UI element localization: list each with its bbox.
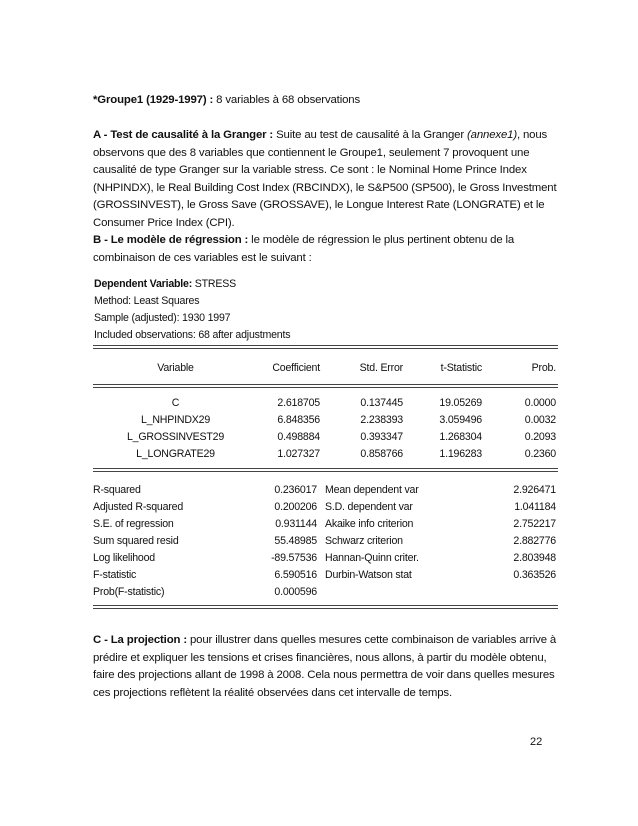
section-b-paragraph xyxy=(93,232,563,267)
dependent-variable-value: STRESS xyxy=(192,278,236,290)
cell-coefficient: 2.618705 xyxy=(277,397,320,409)
stat-value: 1.041184 xyxy=(514,501,556,513)
stat-value: 2.752217 xyxy=(513,518,556,530)
annex-reference: (annexe1) xyxy=(467,129,517,141)
stat-label: Mean dependent var xyxy=(325,484,419,496)
cell-std-error: 0.137445 xyxy=(360,397,403,409)
header-t-statistic: t-Statistic xyxy=(440,362,482,374)
cell-variable: L_LONGRATE29 xyxy=(136,448,215,460)
dependent-variable-line xyxy=(94,276,236,293)
coefficients-bottom-rule xyxy=(93,468,558,472)
cell-t-statistic: 1.268304 xyxy=(439,431,482,443)
table-row xyxy=(93,395,558,412)
stats-row xyxy=(93,584,558,601)
stat-value: 2.882776 xyxy=(513,535,556,547)
section-a-text1: Suite au test de causalité à la Granger xyxy=(273,129,468,141)
stat-value: 6.590516 xyxy=(274,569,317,581)
table-bottom-rule xyxy=(93,605,558,609)
table-top-rule xyxy=(93,345,558,349)
cell-t-statistic: 19.05269 xyxy=(439,397,482,409)
header-bottom-rule xyxy=(93,384,558,388)
stat-label: Adjusted R-squared xyxy=(93,501,184,513)
stat-value: -89.57536 xyxy=(271,552,317,564)
stat-label: R-squared xyxy=(93,484,141,496)
stats-row xyxy=(93,516,558,533)
stat-label: S.D. dependent var xyxy=(325,501,413,513)
section-b-text: le modèle de régression le plus pertinent obtenu de la combinaison de ces variables est le suivant : xyxy=(93,234,515,264)
sample-line: Sample (adjusted): 1930 1997 xyxy=(94,312,231,324)
stat-value: 0.363526 xyxy=(513,569,556,581)
stat-value: 0.000596 xyxy=(274,586,317,598)
header-prob: Prob. xyxy=(531,362,556,374)
stat-value: 2.926471 xyxy=(513,484,556,496)
cell-variable: C xyxy=(171,397,180,409)
groupe-paragraph xyxy=(93,92,563,110)
dependent-variable-label: Dependent Variable: xyxy=(94,278,193,290)
stat-label: Prob(F-statistic) xyxy=(93,586,165,598)
method-line: Method: Least Squares xyxy=(94,295,200,307)
stat-label: Schwarz criterion xyxy=(325,535,403,547)
stat-value: 0.236017 xyxy=(274,484,317,496)
cell-prob: 0.0000 xyxy=(524,397,556,409)
table-row xyxy=(93,446,558,463)
stat-label: F-statistic xyxy=(93,569,137,581)
section-a-heading: A - Test de causalité à la Granger : xyxy=(93,129,274,141)
stat-label: Log likelihood xyxy=(93,552,155,564)
groupe-heading: *Groupe1 (1929-1997) : xyxy=(93,94,214,106)
stat-value: 0.931144 xyxy=(275,518,317,530)
stats-row xyxy=(93,499,558,516)
cell-std-error: 0.858766 xyxy=(360,448,403,460)
header-coefficient: Coefficient xyxy=(272,362,320,374)
cell-coefficient: 1.027327 xyxy=(277,448,320,460)
stat-label: S.E. of regression xyxy=(93,518,174,530)
cell-coefficient: 6.848356 xyxy=(277,414,320,426)
table-header-row xyxy=(93,360,558,377)
cell-std-error: 2.238393 xyxy=(360,414,403,426)
cell-t-statistic: 3.059496 xyxy=(439,414,482,426)
stat-value: 55.48985 xyxy=(274,535,317,547)
section-b-heading: B - Le modèle de régression : xyxy=(93,234,249,246)
section-a-paragraph xyxy=(93,127,563,233)
table-row xyxy=(93,412,558,429)
cell-std-error: 0.393347 xyxy=(360,431,403,443)
cell-prob: 0.2093 xyxy=(524,431,556,443)
groupe-text: 8 variables à 68 observations xyxy=(213,94,360,106)
cell-t-statistic: 1.196283 xyxy=(439,448,482,460)
section-a-text2: , nous observons que des 8 variables que contiennent le Groupe1, seulement 7 provoquent une causalité de type Granger sur la variable stress. Ce sont : le Nominal Home Prince Index (NHPINDX), le Real Building Cost Index (RBCINDX), le S&P500 (SP500), le Gross Investment (GROSSINVEST), le Gross Save (GROSSAVE), le Longue Interest Rate (LONGRATE) et le Consumer Price Index (CPI). xyxy=(93,129,557,229)
cell-prob: 0.0032 xyxy=(524,414,556,426)
stat-label: Durbin-Watson stat xyxy=(325,569,412,581)
included-observations-line: Included observations: 68 after adjustments xyxy=(94,329,291,341)
table-row xyxy=(93,429,558,446)
section-c-paragraph xyxy=(93,632,563,702)
cell-variable: L_GROSSINVEST29 xyxy=(126,431,225,443)
stat-label: Akaike info criterion xyxy=(325,518,414,530)
header-std-error: Std. Error xyxy=(359,362,403,374)
stats-row xyxy=(93,550,558,567)
stat-label: Hannan-Quinn criter. xyxy=(325,552,419,564)
stats-row xyxy=(93,482,558,499)
section-c-text: pour illustrer dans quelles mesures cette combinaison de variables arrive à prédire et expliquer les tensions et crises financières, nous allons, à partir du modèle obtenu, faire des projections allant de 1998 à 2008. Cela nous permettra de voir dans quelles mesures ces projections reflètent la réalité observées dans cet intervalle de temps. xyxy=(93,634,557,699)
stat-value: 0.200206 xyxy=(274,501,317,513)
stats-row xyxy=(93,533,558,550)
cell-coefficient: 0.498884 xyxy=(277,431,320,443)
page-number: 22 xyxy=(530,736,543,748)
cell-prob: 0.2360 xyxy=(524,448,556,460)
stat-label: Sum squared resid xyxy=(93,535,179,547)
section-c-heading: C - La projection : xyxy=(93,634,187,646)
cell-variable: L_NHPINDX29 xyxy=(140,414,211,426)
header-variable: Variable xyxy=(157,362,194,374)
stat-value: 2.803948 xyxy=(513,552,556,564)
stats-row xyxy=(93,567,558,584)
